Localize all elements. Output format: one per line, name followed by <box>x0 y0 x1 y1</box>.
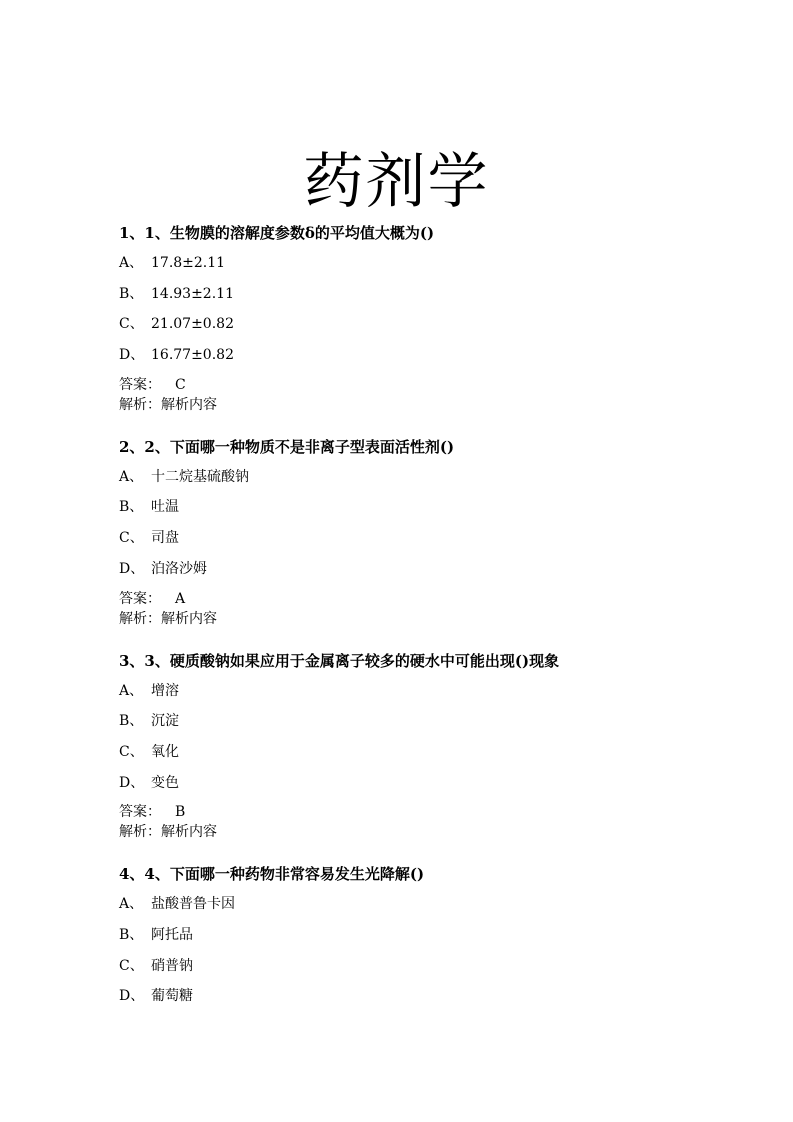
option-letter: C、 <box>119 743 144 760</box>
option-text: 沉淀 <box>151 713 179 730</box>
option-b <box>119 711 719 731</box>
answer-line <box>119 802 719 822</box>
option-c <box>119 314 719 334</box>
answer-label: 答案： <box>119 804 161 821</box>
question-stem: 2、2、下面哪一种物质不是非离子型表面活性剂() <box>119 437 455 456</box>
option-text: 氧化 <box>151 743 179 760</box>
option-letter: D、 <box>119 988 145 1005</box>
question-stem: 3、3、硬质酸钠如果应用于金属离子较多的硬水中可能出现()现象 <box>119 651 560 670</box>
option-text: 吐温 <box>151 499 179 516</box>
option-c <box>119 956 719 976</box>
option-letter: B、 <box>119 926 144 943</box>
option-letter: A、 <box>119 468 144 485</box>
analysis-line <box>119 822 719 842</box>
option-text: 阿托品 <box>151 926 193 943</box>
option-b <box>119 925 719 945</box>
option-letter: D、 <box>119 347 145 364</box>
analysis-label: 解析： <box>119 824 161 841</box>
option-letter: C、 <box>119 530 144 547</box>
option-letter: A、 <box>119 682 144 699</box>
analysis-value: 解析内容 <box>161 824 217 841</box>
document-title: 药剂学 <box>303 147 490 218</box>
option-text: 盐酸普鲁卡因 <box>151 896 235 913</box>
option-letter: D、 <box>119 560 145 577</box>
option-d <box>119 559 719 579</box>
question-3 <box>119 650 719 843</box>
option-text: 增溶 <box>151 682 179 699</box>
question-4 <box>119 863 719 1006</box>
analysis-label: 解析： <box>119 396 161 413</box>
option-b <box>119 497 719 517</box>
answer-line <box>119 589 719 609</box>
option-a <box>119 253 719 273</box>
question-stem: 4、4、下面哪一种药物非常容易发生光降解() <box>119 865 425 884</box>
analysis-value: 解析内容 <box>161 610 217 627</box>
option-text: 泊洛沙姆 <box>151 560 207 577</box>
option-text: 21.07±0.82 <box>151 316 234 333</box>
option-a <box>119 681 719 701</box>
option-letter: D、 <box>119 774 145 791</box>
option-a <box>119 894 719 914</box>
analysis-value: 解析内容 <box>161 396 217 413</box>
option-letter: C、 <box>119 316 144 333</box>
option-text: 十二烷基硫酸钠 <box>151 468 249 485</box>
analysis-label: 解析： <box>119 610 161 627</box>
option-b <box>119 284 719 304</box>
option-d <box>119 986 719 1006</box>
question-list <box>119 222 719 1027</box>
answer-line <box>119 375 719 395</box>
option-text: 17.8±2.11 <box>151 255 226 271</box>
question-2 <box>119 436 719 629</box>
option-letter: B、 <box>119 285 144 302</box>
option-text: 葡萄糖 <box>151 988 193 1005</box>
option-letter: B、 <box>119 499 144 516</box>
answer-label: 答案： <box>119 590 161 607</box>
option-d <box>119 345 719 365</box>
option-d <box>119 773 719 793</box>
question-1 <box>119 222 719 415</box>
option-c <box>119 528 719 548</box>
option-c <box>119 742 719 762</box>
answer-value: A <box>175 590 186 607</box>
option-text: 硝普钠 <box>151 957 193 974</box>
answer-value: C <box>175 376 186 393</box>
option-text: 14.93±2.11 <box>151 285 234 302</box>
analysis-line <box>119 395 719 415</box>
option-letter: A、 <box>119 255 144 271</box>
option-letter: B、 <box>119 713 144 730</box>
option-letter: A、 <box>119 896 144 913</box>
answer-value: B <box>175 804 186 821</box>
option-text: 司盘 <box>151 530 179 547</box>
option-letter: C、 <box>119 957 144 974</box>
option-a <box>119 467 719 487</box>
question-stem: 1、1、生物膜的溶解度参数δ的平均值大概为() <box>119 224 435 242</box>
answer-label: 答案： <box>119 376 161 393</box>
option-text: 变色 <box>151 774 179 791</box>
option-text: 16.77±0.82 <box>151 347 234 364</box>
analysis-line <box>119 609 719 629</box>
